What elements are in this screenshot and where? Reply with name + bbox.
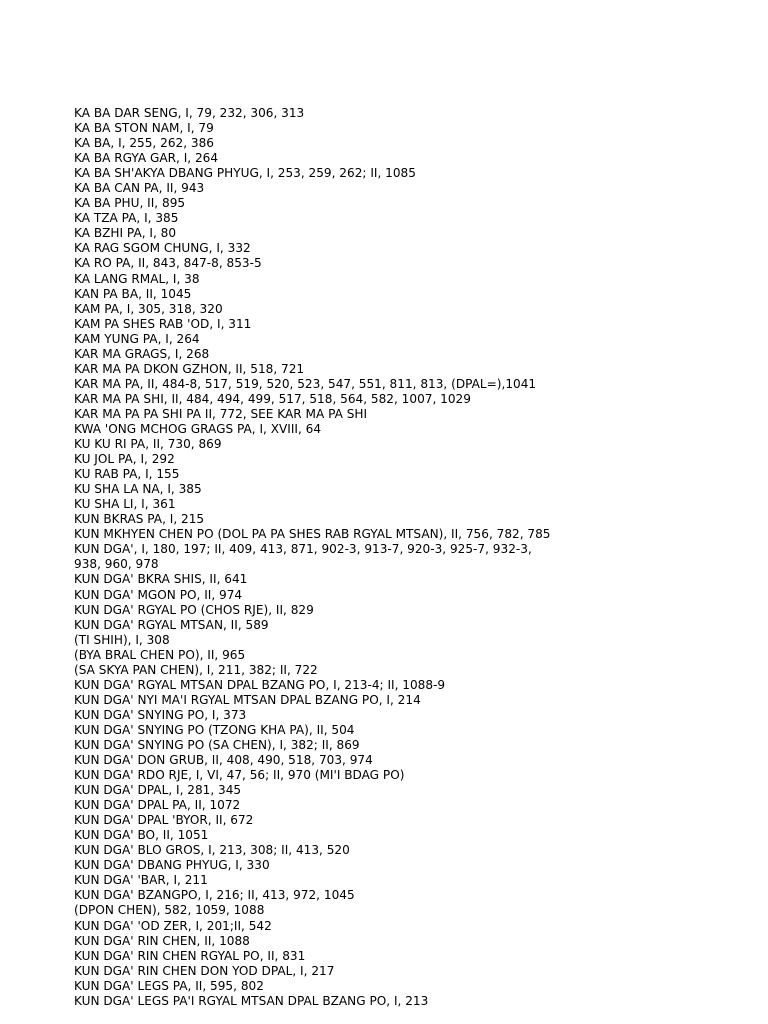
index-entry: KUN DGA' RIN CHEN RGYAL PO, II, 831 [74,948,306,963]
index-entry: KAN PA BA, II, 1045 [74,286,192,301]
index-entry: KUN DGA' BKRA SHIS, II, 641 [74,572,248,587]
index-entry: KU RAB PA, I, 155 [74,467,180,482]
index-entry: KAM PA SHES RAB 'OD, I, 311 [74,316,252,331]
index-entry: KA RAG SGOM CHUNG, I, 332 [74,241,251,256]
index-entry: KA BZHI PA, I, 80 [74,226,177,241]
index-entry: KUN DGA' 'OD ZER, I, 201;II, 542 [74,918,272,933]
index-entry: KUN DGA' BZANGPO, I, 216; II, 413, 972, 1045 [74,888,355,903]
index-entry: KUN DGA' SNYING PO, I, 373 [74,707,247,722]
index-entry: KAR MA PA DKON GZHON, II, 518, 721 [74,361,305,376]
index-entry: KUN DGA' LEGS PA, II, 595, 802 [74,978,264,993]
index-entry: KUN DGA' RGYAL MTSAN DPAL BZANG PO, I, 213-4; II, 1088-9 [74,677,446,692]
index-entry: KAR MA GRAGS, I, 268 [74,346,210,361]
index-entry: (DPON CHEN), 582, 1059, 1088 [74,903,265,918]
index-entry: KUN DGA' MGON PO, II, 974 [74,587,243,602]
index-entry: KA BA PHU, II, 895 [74,196,186,211]
index-entry: KUN DGA' NYI MA'I RGYAL MTSAN DPAL BZANG PO, I, 214 [74,692,421,707]
index-entry: KU SHA LI, I, 361 [74,497,176,512]
index-entry-continuation: 938, 960, 978 [74,557,159,572]
index-entry: KUN DGA' DPAL 'BYOR, II, 672 [74,813,254,828]
index-entry: KAM PA, I, 305, 318, 320 [74,301,223,316]
index-entry: KU JOL PA, I, 292 [74,452,175,467]
index-entry: KA BA, I, 255, 262, 386 [74,136,214,151]
index-entry: KUN DGA', I, 180, 197; II, 409, 413, 871, 902-3, 913-7, 920-3, 925-7, 932-3, [74,542,532,557]
index-entry: KUN DGA' RIN CHEN DON YOD DPAL, I, 217 [74,963,335,978]
index-entry: KAR MA PA PA SHI PA II, 772, SEE KAR MA PA SHI [74,406,368,421]
index-entry: (BYA BRAL CHEN PO), II, 965 [74,647,246,662]
index-entry: KUN DGA' DPAL, I, 281, 345 [74,783,242,798]
index-entry: KUN DGA' RDO RJE, I, VI, 47, 56; II, 970 (MI'I BDAG PO) [74,768,405,783]
index-entry: KA BA DAR SENG, I, 79, 232, 306, 313 [74,106,305,120]
index-entry: KAM YUNG PA, I, 264 [74,331,200,346]
index-entry: KUN DGA' SNYING PO (TZONG KHA PA), II, 504 [74,722,355,737]
index-entry: KUN DGA' RGYAL MTSAN, II, 589 [74,617,269,632]
index-entry: KUN DGA' 'BAR, I, 211 [74,873,208,888]
index-entry: KUN DGA' SNYING PO (SA CHEN), I, 382; II, 869 [74,737,360,752]
index-entry: KA RO PA, II, 843, 847-8, 853-5 [74,256,262,271]
index-entry: KUN DGA' DBANG PHYUG, I, 330 [74,858,270,873]
index-entry: KA BA RGYA GAR, I, 264 [74,151,219,166]
index-entry: KUN BKRAS PA, I, 215 [74,512,205,527]
index-page [74,106,754,1009]
index-entry: KWA 'ONG MCHOG GRAGS PA, I, XVIII, 64 [74,421,322,436]
index-entry: (SA SKYA PAN CHEN), I, 211, 382; II, 722 [74,662,318,677]
index-entry: KA BA SH'AKYA DBANG PHYUG, I, 253, 259, 262; II, 1085 [74,166,416,181]
index-entry: KUN DGA' LEGS PA'I RGYAL MTSAN DPAL BZANG PO, I, 213 [74,993,429,1008]
index-entry: KA BA CAN PA, II, 943 [74,181,205,196]
index-entry: KU SHA LA NA, I, 385 [74,482,202,497]
index-entry: KUN MKHYEN CHEN PO (DOL PA PA SHES RAB RGYAL MTSAN), II, 756, 782, 785 [74,527,551,542]
index-entry: KUN DGA' DPAL PA, II, 1072 [74,798,241,813]
index-entry: KA LANG RMAL, I, 38 [74,271,200,286]
index-entry: KAR MA PA SHI, II, 484, 494, 499, 517, 518, 564, 582, 1007, 1029 [74,391,471,406]
index-entry: KUN DGA' RIN CHEN, II, 1088 [74,933,250,948]
index-entry: KUN DGA' RGYAL PO (CHOS RJE), II, 829 [74,602,314,617]
index-entry: KA TZA PA, I, 385 [74,211,179,226]
index-entry: KAR MA PA, II, 484-8, 517, 519, 520, 523, 547, 551, 811, 813, (DPAL=),1041 [74,376,537,391]
index-entry: KUN DGA' DON GRUB, II, 408, 490, 518, 703, 974 [74,753,373,768]
index-entry: KUN DGA' BO, II, 1051 [74,828,209,843]
index-entry: KUN DGA' BLO GROS, I, 213, 308; II, 413, 520 [74,843,350,858]
index-entry: (TI SHIH), I, 308 [74,632,170,647]
index-entry: KU KU RI PA, II, 730, 869 [74,437,222,452]
index-entry: KA BA STON NAM, I, 79 [74,121,214,136]
